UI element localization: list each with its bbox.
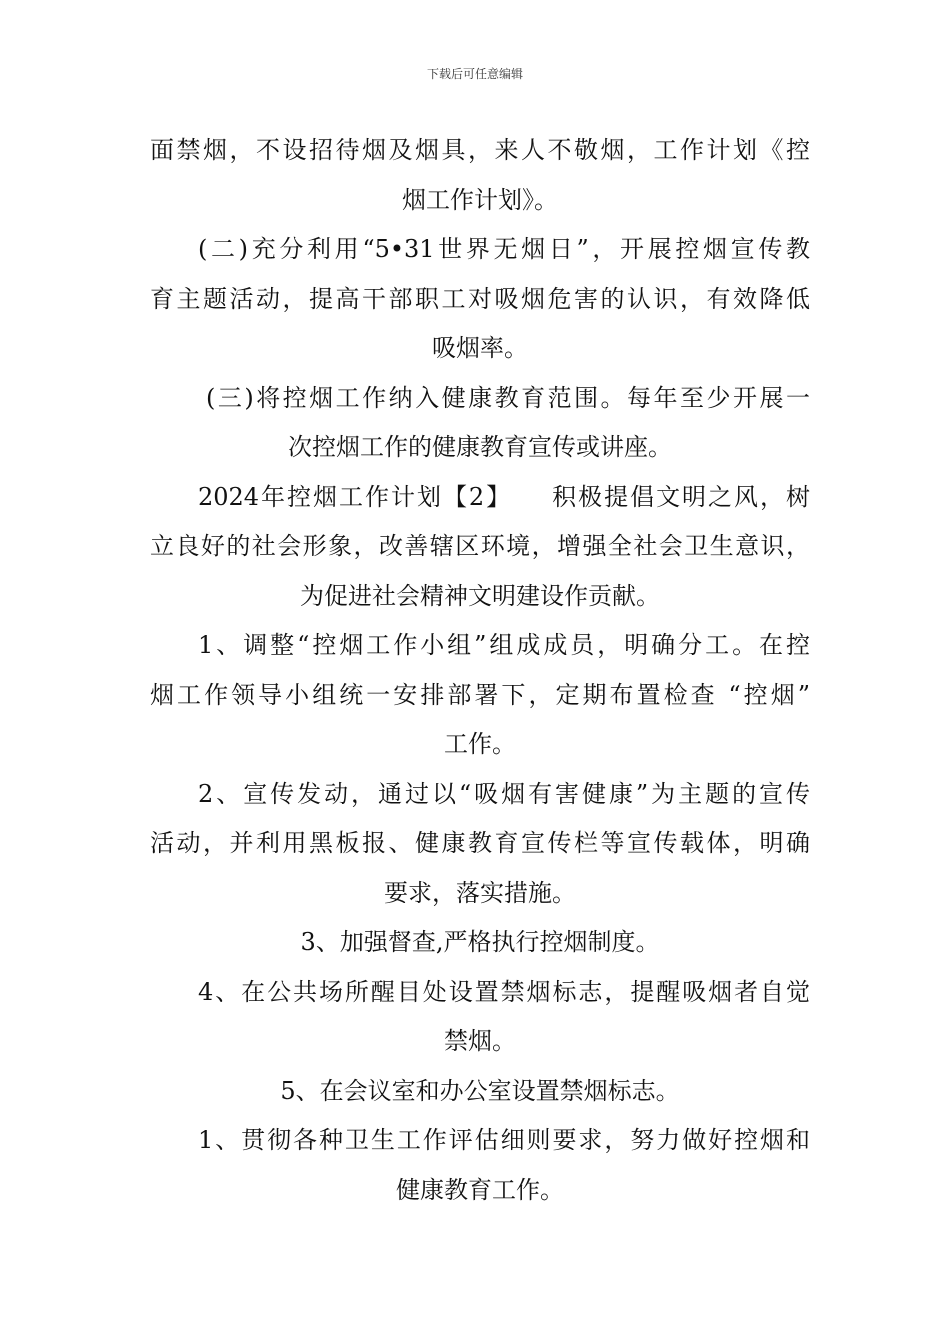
text-line: 工作。	[444, 730, 516, 758]
text-line: 1、调整“控烟工作小组”组成成员，明确分工。在控	[198, 631, 810, 659]
text-line: 烟工作领导小组统一安排部署下，定期布置检查 “控烟”	[150, 680, 810, 709]
text-line: 吸烟率。	[432, 334, 528, 362]
text-line: 立良好的社会形象，改善辖区环境，增强全社会卫生意识，	[150, 532, 810, 560]
text-line: (三)将控烟工作纳入健康教育范围。每年至少开展一	[206, 383, 810, 412]
text-line: 5、在会议室和办公室设置禁烟标志。	[280, 1076, 680, 1105]
text-line: 育主题活动，提高干部职工对吸烟危害的认识，有效降低	[150, 284, 810, 313]
text-line: 2、宣传发动，通过以“吸烟有害健康”为主题的宣传	[198, 779, 810, 808]
text-line: 要求，落实措施。	[384, 878, 576, 907]
text-line: 次控烟工作的健康教育宣传或讲座。	[288, 433, 672, 461]
document-body	[150, 126, 810, 1215]
text-line: (二)充分利用“5•31世界无烟日”，开展控烟宣传教	[198, 235, 810, 263]
text-line: 2024年控烟工作计划【2】 积极提倡文明之风，树	[198, 482, 810, 511]
text-line: 活动，并利用黑板报、健康教育宣传栏等宣传载体，明确	[150, 829, 810, 857]
text-line: 禁烟。	[444, 1027, 516, 1055]
text-line: 为促进社会精神文明建设作贡献。	[300, 581, 660, 610]
text-line: 3、加强督查,严格执行控烟制度。	[300, 928, 660, 956]
text-line: 1、贯彻各种卫生工作评估细则要求，努力做好控烟和	[198, 1126, 810, 1154]
page-header: 下载后可任意编辑	[426, 67, 523, 81]
text-line: 4、在公共场所醒目处设置禁烟标志，提醒吸烟者自觉	[198, 977, 810, 1006]
text-line: 烟工作计划》。	[402, 185, 558, 214]
text-line: 健康教育工作。	[396, 1175, 564, 1204]
text-line: 面禁烟，不设招待烟及烟具，来人不敬烟，工作计划《控	[150, 136, 810, 164]
